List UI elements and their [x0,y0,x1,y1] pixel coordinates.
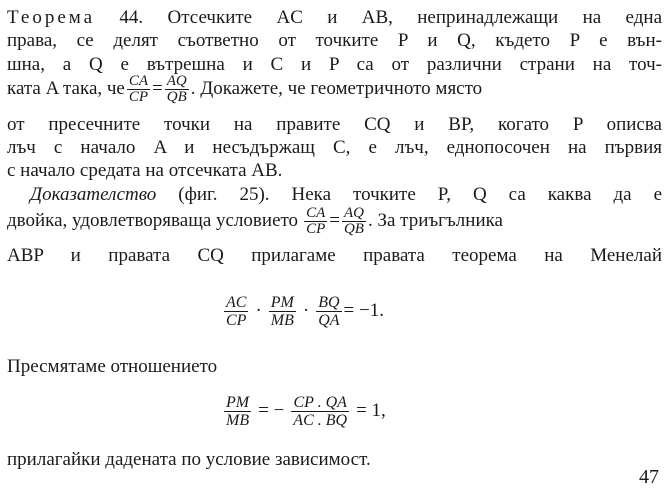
theorem-line-4: ката A така, че $\frac{CA}{CP}$ = $\frac{AQ}{QB}$ . Докажете, че геометричното място [7,72,483,105]
proof-line-2: двойка, удовлетворяваща условието $\frac{CA}{CP}$ = $\frac{AQ}{QB}$ . За триъгълника [7,204,503,237]
theorem-line-2: права, се делят съответно от точките P и Q, където P е вън- [7,30,662,51]
theorem-line-3: шна, а Q е вътрешна и C и P са от различни страни на точ- [7,54,662,75]
theorem-line-5: от пресечните точки на правите CQ и BP, когато P описва [7,114,662,135]
theorem-line-1: Теорема 44. Отсечките AC и AB, непринадлежащи на една [7,7,662,28]
proof-line-3: ABP и правата CQ прилагаме правата теорема на Менелай [7,245,662,266]
theorem-line-6: лъч с начало A и несъдържащ C, е лъч, еднопосочен на първия [7,137,662,158]
ratio-formula: $\frac{PM}{MB}$ = − $\frac{CP . QA}{AC . BQ}$ = 1, [226,393,386,429]
page-number: 47 [639,466,659,488]
fraction-aq-qb: $\frac{AQ}{QB}$ [166,72,187,105]
theorem-line-7: с начало средата на отсечката AB. [7,160,283,181]
fraction-aq-qb-2: $\frac{AQ}{QB}$ [343,204,364,237]
proof-label: Доказателство [30,184,157,205]
theorem-label: Теорема [7,7,96,28]
fraction-ca-cp-2: $\frac{CA}{CP}$ [306,204,326,237]
compute-text: Пресмятаме отношението [7,356,218,377]
final-text: прилагайки дадената по условие зависимост. [7,449,371,470]
fraction-ca-cp: $\frac{CA}{CP}$ [128,72,149,105]
menelaus-formula: $\frac{AC}{CP}$ · $\frac{PM}{MB}$ · $\frac{BQ}{QA}$ = −1. [226,293,384,329]
proof-line-1: Доказателство (фиг. 25). Нека точките P, Q са каква да е [30,184,662,205]
